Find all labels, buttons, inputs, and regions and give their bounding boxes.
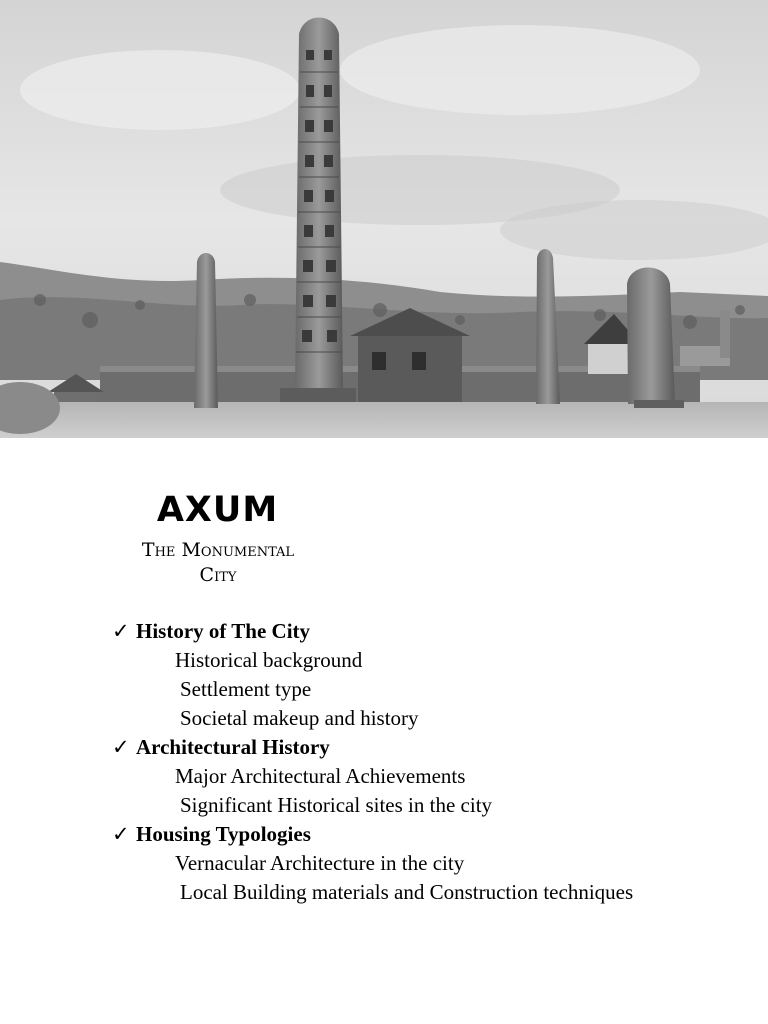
check-icon: ✓ bbox=[112, 735, 130, 759]
subtitle-line: City bbox=[199, 564, 237, 586]
axum-stelae-photo bbox=[0, 0, 768, 438]
subtitle-line: The Monumental bbox=[141, 539, 295, 561]
topic-outline bbox=[112, 617, 732, 907]
section-heading-label: History of The City bbox=[136, 619, 311, 643]
check-icon: ✓ bbox=[112, 822, 130, 846]
list-item: Historical background bbox=[175, 648, 363, 672]
section-heading bbox=[112, 820, 732, 849]
list-item: Local Building materials and Construction techniques bbox=[180, 880, 634, 904]
list-item: Societal makeup and history bbox=[180, 706, 419, 730]
section-heading bbox=[112, 733, 732, 762]
check-icon: ✓ bbox=[112, 619, 130, 643]
list-item: Vernacular Architecture in the city bbox=[175, 851, 465, 875]
list-item: Major Architectural Achievements bbox=[175, 764, 466, 788]
section-heading-label: Architectural History bbox=[136, 735, 330, 759]
section-heading-label: Housing Typologies bbox=[136, 822, 311, 846]
subtitle bbox=[100, 538, 336, 588]
list-item: Significant Historical sites in the city bbox=[180, 793, 493, 817]
page-title: AXUM bbox=[156, 490, 279, 530]
list-item: Settlement type bbox=[180, 677, 312, 701]
section-heading bbox=[112, 617, 732, 646]
